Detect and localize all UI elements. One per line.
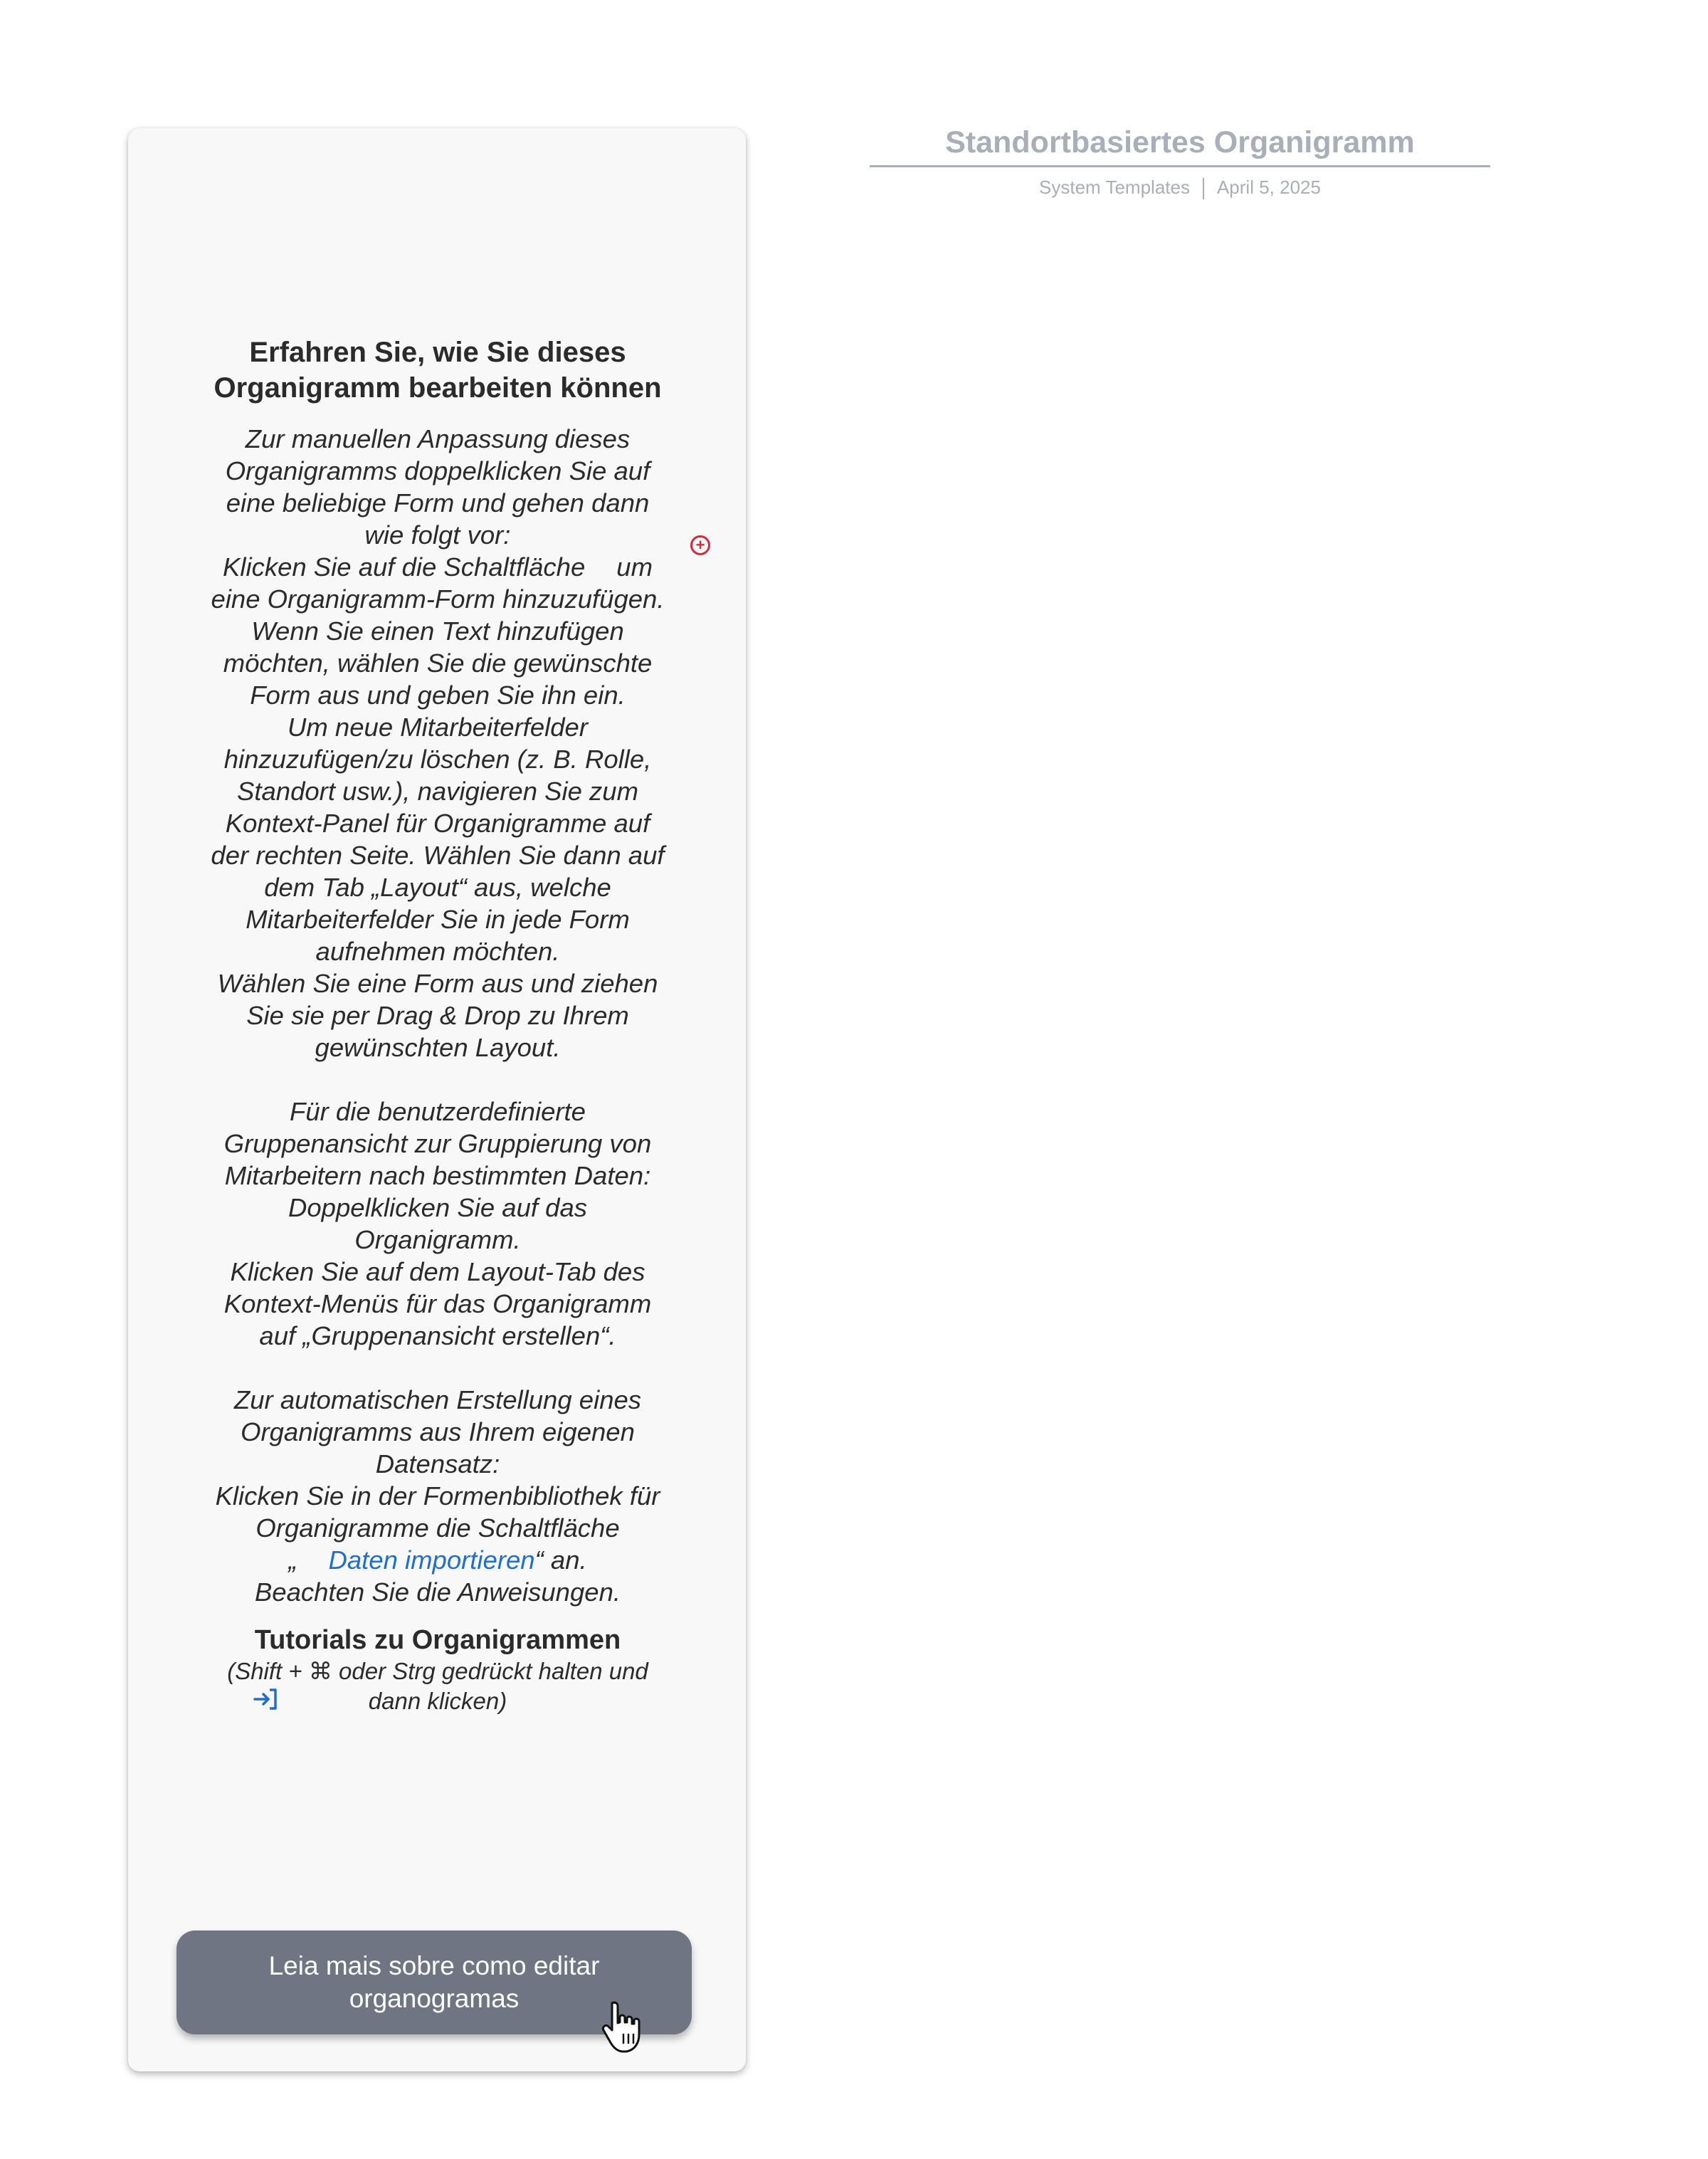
- instruction-line: Organigramm.: [354, 1225, 521, 1254]
- instruction-line: Organigramms doppelklicken Sie auf: [225, 456, 650, 485]
- meta-separator: [1203, 178, 1204, 199]
- tutorials-hint-line: dann klicken): [368, 1688, 507, 1714]
- instruction-text: Klicken Sie auf die Schaltfläche: [223, 552, 586, 582]
- instruction-line: Form aus und geben Sie ihn ein.: [250, 681, 626, 710]
- instruction-line: Klicken Sie in der Formenbibliothek für: [215, 1481, 660, 1511]
- instruction-line: gewünschten Layout.: [315, 1033, 561, 1062]
- instruction-line: möchten, wählen Sie die gewünschte: [223, 648, 653, 678]
- instruction-line-add-shape: [171, 551, 705, 583]
- tutorials-hint: [171, 1656, 705, 1716]
- panel-heading: [171, 335, 705, 406]
- instruction-line: Standort usw.), navigieren Sie zum: [236, 777, 638, 806]
- instruction-line: Datensatz:: [375, 1449, 500, 1478]
- instruction-line: Doppelklicken Sie auf das: [288, 1193, 587, 1222]
- instruction-line: eine beliebige Form und gehen dann: [226, 488, 650, 518]
- instruction-line: Organigramms aus Ihrem eigenen: [241, 1417, 635, 1446]
- quote-close: “ an.: [534, 1545, 587, 1575]
- instruction-line: Kontext-Panel für Organigramme auf: [225, 809, 650, 838]
- paragraph-gap: [171, 1352, 705, 1384]
- instruction-line: auf „Gruppenansicht erstellen“.: [259, 1321, 616, 1350]
- quote-open: „: [288, 1545, 297, 1575]
- instruction-line: Wählen Sie eine Form aus und ziehen: [217, 969, 658, 998]
- instruction-line: Zur automatischen Erstellung eines: [233, 1385, 642, 1414]
- instruction-line: Um neue Mitarbeiterfelder: [288, 713, 588, 742]
- instruction-line: Zur manuellen Anpassung dieses: [245, 424, 631, 453]
- instruction-text: um: [616, 552, 653, 582]
- paragraph-gap: [171, 1063, 705, 1096]
- instruction-line: dem Tab „Layout“ aus, welche: [264, 873, 611, 902]
- instruction-line: Sie sie per Drag & Drop zu Ihrem: [246, 1001, 629, 1030]
- panel-heading-line: Organigramm bearbeiten können: [214, 372, 662, 404]
- tutorials-heading: Tutorials zu Organigrammen: [254, 1625, 621, 1655]
- plus-circle-icon[interactable]: +: [690, 535, 710, 555]
- document-meta: [870, 175, 1490, 199]
- instruction-content: [171, 335, 705, 1716]
- instruction-line: aufnehmen möchten.: [315, 937, 560, 966]
- instruction-line: Gruppenansicht zur Gruppierung von: [223, 1129, 652, 1158]
- instruction-line: Organigramme die Schaltfläche: [255, 1513, 620, 1543]
- document-title: Standortbasiertes Organigramm: [870, 121, 1490, 167]
- instruction-line: Klicken Sie auf dem Layout-Tab des: [230, 1257, 645, 1286]
- document-date: April 5, 2025: [1216, 177, 1321, 198]
- instruction-line: Kontext-Menüs für das Organigramm: [223, 1289, 652, 1318]
- tutorials-hint-line: (Shift + ⌘ oder Strg gedrückt halten und: [227, 1658, 648, 1684]
- import-data-link[interactable]: Daten importieren: [328, 1545, 535, 1575]
- document-source: System Templates: [1039, 177, 1190, 198]
- instructions-body: [171, 423, 705, 1608]
- instruction-line: Mitarbeitern nach bestimmten Daten:: [224, 1161, 651, 1190]
- instruction-panel: [128, 128, 746, 2071]
- instruction-line: eine Organigramm-Form hinzuzufügen.: [211, 584, 665, 614]
- hand-pointer-icon: [598, 1999, 655, 2056]
- instruction-line: Wenn Sie einen Text hinzufügen: [251, 616, 624, 646]
- instruction-line: der rechten Seite. Wählen Sie dann auf: [211, 841, 665, 870]
- import-data-line: [171, 1544, 705, 1576]
- read-more-button-label: Leia mais sobre como editar organogramas: [268, 1951, 600, 2013]
- instruction-line: hinzuzufügen/zu löschen (z. B. Rolle,: [223, 745, 652, 774]
- instruction-line: wie folgt vor:: [364, 520, 511, 550]
- instruction-line: Mitarbeiterfelder Sie in jede Form: [246, 905, 630, 934]
- panel-heading-line: Erfahren Sie, wie Sie dieses: [249, 337, 626, 368]
- instruction-line: Beachten Sie die Anweisungen.: [254, 1577, 621, 1607]
- instruction-line: Für die benutzerdefinierte: [290, 1097, 586, 1126]
- login-arrow-icon[interactable]: [253, 1688, 278, 1711]
